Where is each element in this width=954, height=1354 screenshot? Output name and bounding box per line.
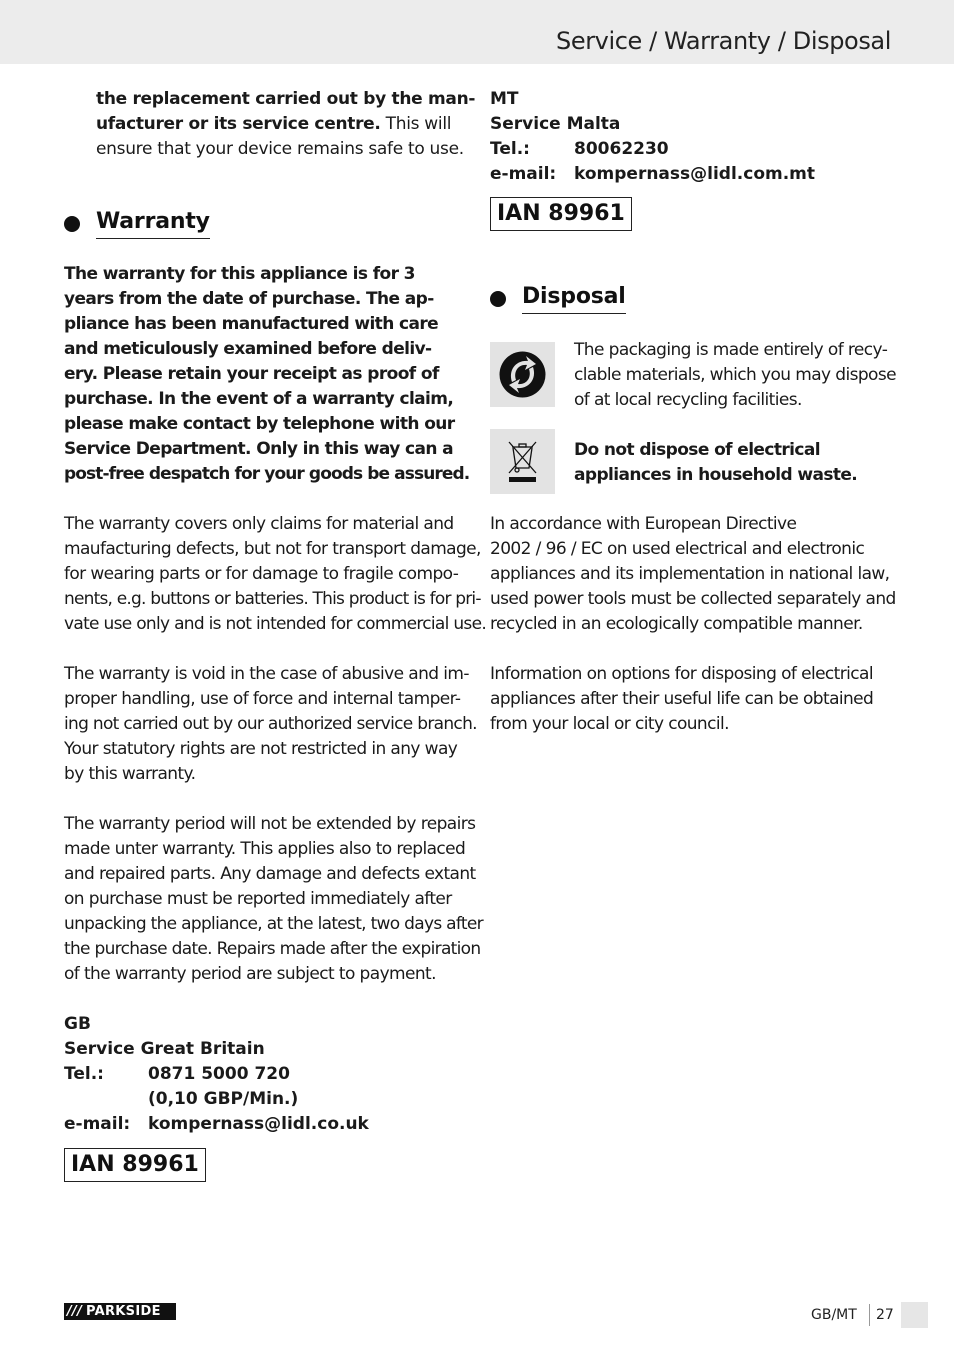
service-gb-country: GB	[64, 1014, 91, 1034]
paragraph-line: Information on options for disposing of electrical	[490, 664, 873, 684]
page-number: 27	[876, 1307, 894, 1323]
ian-box-mt: IAN 89961	[490, 197, 632, 231]
disposal-heading: Disposal	[522, 283, 626, 314]
service-mt-country: MT	[490, 89, 519, 109]
intro-line-1: the replacement carried out by the man-	[96, 89, 476, 109]
warranty-bold-line: ery. Please retain your receipt as proof of	[64, 364, 439, 384]
email-label: e-mail:	[490, 164, 557, 184]
paragraph-line: of at local recycling facilities.	[574, 390, 802, 410]
paragraph-line: The packaging is made entirely of recy-	[574, 340, 888, 360]
paragraph-line: The warranty period will not be extended by repairs	[64, 814, 476, 834]
paragraph-line: on purchase must be reported immediately after	[64, 889, 452, 909]
paragraph-line: appliances after their useful life can be obtained	[490, 689, 874, 709]
paragraph-line: from your local or city council.	[490, 714, 729, 734]
warning-line: Do not dispose of electrical	[574, 440, 820, 460]
paragraph-line: of the warranty period are subject to payment.	[64, 964, 436, 984]
tel-label: Tel.:	[490, 139, 530, 159]
paragraph-line: by this warranty.	[64, 764, 196, 784]
warranty-bold-line: post-free despatch for your goods be assured.	[64, 464, 470, 484]
paragraph-line: and repaired parts. Any damage and defects extant	[64, 864, 476, 884]
warranty-bold-line: years from the date of purchase. The ap-	[64, 289, 434, 309]
warranty-bold-line: purchase. In the event of a warranty claim,	[64, 389, 454, 409]
paragraph-line: proper handling, use of force and internal tamper-	[64, 689, 461, 709]
paragraph-line: used power tools must be collected separately and	[490, 589, 896, 609]
paragraph-line: unpacking the appliance, at the latest, two days after	[64, 914, 483, 934]
logo-text: PARKSIDE	[86, 1304, 161, 1319]
paragraph-line: Your statutory rights are not restricted in any way	[64, 739, 458, 759]
service-gb-email: kompernass@lidl.co.uk	[148, 1114, 369, 1134]
paragraph-line: 2002 / 96 / EC on used electrical and electronic	[490, 539, 865, 559]
page-title: Service / Warranty / Disposal	[556, 27, 891, 55]
disposal-bullet-icon	[490, 291, 506, 307]
intro-line-2-bold: ufacturer or its service centre.	[96, 114, 381, 134]
footer-divider	[869, 1304, 870, 1326]
paragraph-line: the purchase date. Repairs made after the expiration	[64, 939, 481, 959]
paragraph-line: recycled in an ecologically compatible manner.	[490, 614, 863, 634]
paragraph-line: made unter warranty. This applies also to replaced	[64, 839, 466, 859]
warranty-bold-line: and meticulously examined before deliv-	[64, 339, 432, 359]
paragraph-line: for wearing parts or for damage to fragile compo-	[64, 564, 459, 584]
service-gb-tel-rate: (0,10 GBP/Min.)	[148, 1089, 299, 1109]
service-mt-tel: 80062230	[574, 139, 669, 159]
service-mt-email-row	[490, 162, 815, 187]
service-gb-tel-row	[64, 1062, 290, 1087]
paragraph-line: maufacturing defects, but not for transport damage,	[64, 539, 481, 559]
service-gb-tel: 0871 5000 720	[148, 1064, 290, 1084]
footer-tab-marker	[901, 1302, 928, 1328]
footer-language: GB/MT	[811, 1307, 857, 1323]
warranty-bold-line: The warranty for this appliance is for 3	[64, 264, 415, 284]
green-dot-recycling-icon	[490, 342, 555, 407]
warranty-heading: Warranty	[96, 208, 210, 239]
paragraph-line: ing not carried out by our authorized service branch.	[64, 714, 477, 734]
tel-label: Tel.:	[64, 1064, 104, 1084]
warranty-bold-line: pliance has been manufactured with care	[64, 314, 439, 334]
warning-line: appliances in household waste.	[574, 465, 858, 485]
paragraph-line: The warranty covers only claims for material and	[64, 514, 454, 534]
paragraph-line: nents, e.g. buttons or batteries. This product is for pri-	[64, 589, 481, 609]
paragraph-line: clable materials, which you may dispose	[574, 365, 896, 385]
service-gb-name: Service Great Britain	[64, 1039, 265, 1059]
email-label: e-mail:	[64, 1114, 131, 1134]
service-mt-email: kompernass@lidl.com.mt	[574, 164, 816, 184]
warranty-bullet-icon	[64, 216, 80, 232]
service-gb-rate-row	[64, 1087, 298, 1112]
intro-line-2	[96, 112, 451, 137]
paragraph-line: In accordance with European Directive	[490, 514, 797, 534]
intro-line-3: ensure that your device remains safe to use.	[96, 139, 464, 159]
logo-slashes: ///	[67, 1304, 83, 1319]
warranty-bold-line: Service Department. Only in this way can a	[64, 439, 454, 459]
ian-box-gb: IAN 89961	[64, 1148, 206, 1182]
paragraph-line: vate use only and is not intended for commercial use.	[64, 614, 487, 634]
parkside-logo	[64, 1303, 176, 1320]
service-mt-name: Service Malta	[490, 114, 621, 134]
paragraph-line: appliances and its implementation in national law,	[490, 564, 890, 584]
service-gb-email-row	[64, 1112, 369, 1137]
crossed-out-wheelie-bin-icon	[490, 429, 555, 494]
intro-line-2-rest: This will	[380, 114, 452, 134]
service-mt-tel-row	[490, 137, 669, 162]
paragraph-line: The warranty is void in the case of abusive and im-	[64, 664, 469, 684]
warranty-bold-line: please make contact by telephone with our	[64, 414, 455, 434]
